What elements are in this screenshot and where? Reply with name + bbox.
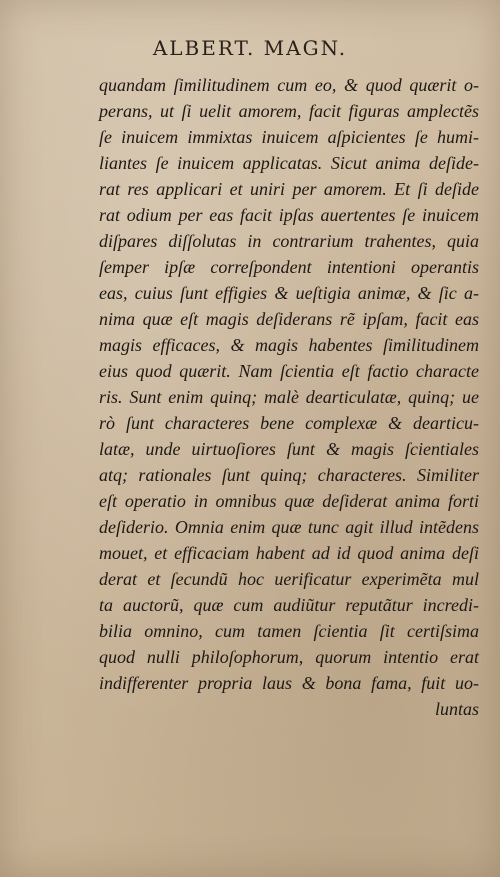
text-line: derat et ſecundũ hoc uerificatur experimẽta mul xyxy=(99,569,479,589)
text-line: bilia omnino, cum tamen ſcientia ſit certiſsima xyxy=(99,621,479,641)
text-line: magis efficaces, & magis habentes ſimilitudinem xyxy=(99,335,479,355)
text-line: quod nulli philoſophorum, quorum intentio erat xyxy=(99,647,479,667)
text-line: indifferenter propria laus & bona fama, fuit uo- xyxy=(99,673,479,693)
text-line: latæ, unde uirtuoſiores ſunt & magis ſcientiales xyxy=(99,439,479,459)
running-header: ALBERT. MAGN. xyxy=(152,36,348,60)
text-line: ta auctorũ, quæ cum audiũtur reputãtur incredi- xyxy=(99,595,479,615)
catchword: luntas xyxy=(434,699,479,719)
text-line: quandam ſimilitudinem cum eo, & quod quærit o- xyxy=(99,75,479,95)
text-line: rat res applicari et uniri per amorem. Et ſi deſide xyxy=(99,179,479,199)
text-line: rò ſunt characteres bene complexæ & dearticu- xyxy=(99,413,479,433)
text-line: eius quod quærit. Nam ſcientia eſt factio characte xyxy=(99,361,479,381)
text-line: ſemper ipſæ correſpondent intentioni operantis xyxy=(99,257,479,277)
text-line: diſpares diſſolutas in contrarium trahentes, quia xyxy=(99,231,479,251)
text-line: atq; rationales ſunt quinq; characteres. Similiter xyxy=(99,465,479,485)
text-line: mouet, et efficaciam habent ad id quod anima deſi xyxy=(99,543,479,563)
text-line: deſiderio. Omnia enim quæ tunc agit illud intẽdens xyxy=(99,517,479,537)
text-line: perans, ut ſi uelit amorem, facit figuras amplectẽs xyxy=(99,101,479,121)
body-text xyxy=(99,72,479,722)
text-line: rat odium per eas facit ipſas auertentes ſe inuicem xyxy=(99,205,479,225)
text-line: ſe inuicem immixtas inuicem aſpicientes ſe humi- xyxy=(99,127,479,147)
text-line: liantes ſe inuicem applicatas. Sicut anima deſide- xyxy=(99,153,479,173)
text-line: eas, cuius ſunt effigies & ueſtigia animæ, & ſic a- xyxy=(99,283,479,303)
text-line: ris. Sunt enim quinq; malè dearticulatæ, quinq; ue xyxy=(99,387,479,407)
text-line: eſt operatio in omnibus quæ deſiderat anima forti xyxy=(99,491,479,511)
text-line: nima quæ eſt magis deſiderans rẽ ipſam, facit eas xyxy=(99,309,479,329)
